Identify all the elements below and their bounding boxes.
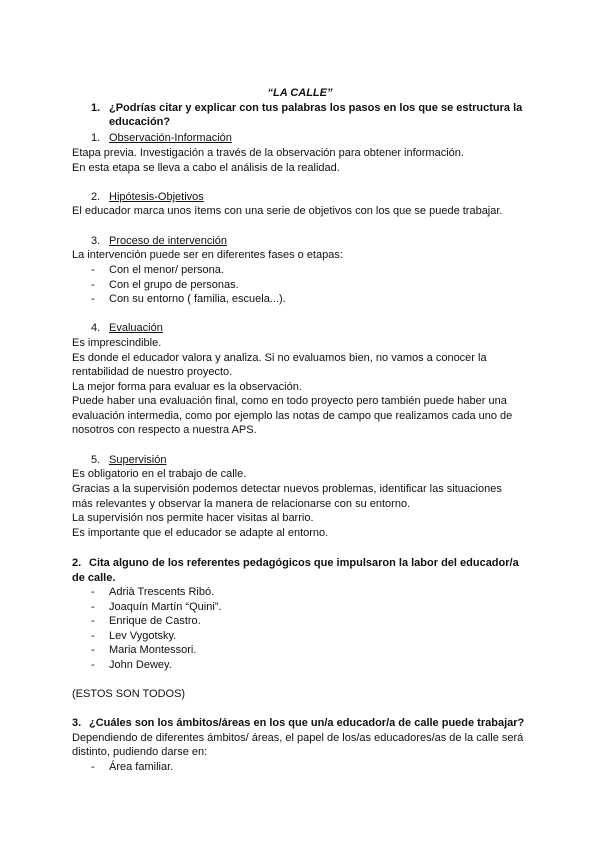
question-2-note: (ESTOS SON TODOS) <box>72 688 186 700</box>
referente-item: Adrià Trescents Ribó. <box>109 586 215 598</box>
step-5-text-line: La supervisión nos permite hacer visitas al barrio. <box>72 512 314 524</box>
referente-item: Enrique de Castro. <box>109 615 201 627</box>
bullet-dash: - <box>91 761 95 773</box>
question-3-line-1: ¿Cuáles son los ámbitos/áreas en los que un/a educador/a de calle puede trabajar? <box>89 717 525 729</box>
step-3-bullet: Con el grupo de personas. <box>109 279 239 291</box>
step-1-number: 1. <box>91 132 101 144</box>
step-5-text-line: Es obligatorio en el trabajo de calle. <box>72 468 247 480</box>
step-3-bullet: Con el menor/ persona. <box>109 264 224 276</box>
question-1-number: 1. <box>91 102 101 114</box>
bullet-dash: - <box>91 293 95 305</box>
question-1-line-1: ¿Podrías citar y explicar con tus palabras los pasos en los que se estructura la <box>109 102 523 114</box>
bullet-dash: - <box>91 659 95 671</box>
bullet-dash: - <box>91 586 95 598</box>
bullet-dash: - <box>91 279 95 291</box>
question-2-number: 2. <box>72 557 82 569</box>
step-4-text-line: La mejor forma para evaluar es la observación. <box>72 381 302 393</box>
step-1-text-line: Etapa previa. Investigación a través de la observación para obtener información. <box>72 147 464 159</box>
referente-item: Maria Montessori. <box>109 644 197 656</box>
question-3-text-line: distinto, pudiendo darse en: <box>72 746 208 758</box>
step-1-heading: Observación-Información <box>109 132 232 144</box>
step-4-number: 4. <box>91 322 101 334</box>
bullet-dash: - <box>91 615 95 627</box>
step-5-heading: Supervisión <box>109 454 167 466</box>
referente-item: Joaquín Martín “Quini”. <box>109 601 222 613</box>
step-2-number: 2. <box>91 191 101 203</box>
step-4-text-line: Es donde el educador valora y analiza. Si no evaluamos bien, no vamos a conocer la <box>72 352 487 364</box>
step-1-text-line: En esta etapa se lleva a cabo el análisis de la realidad. <box>72 162 340 174</box>
bullet-dash: - <box>91 644 95 656</box>
document-title: “LA CALLE” <box>267 87 333 99</box>
step-2-heading: Hipótesis-Objetivos <box>109 191 204 203</box>
referente-item: Lev Vygotsky. <box>109 630 177 642</box>
step-4-text-line: evaluación intermedia, como por ejemplo las notas de campo que realizamos cada uno de <box>72 410 513 422</box>
step-3-heading: Proceso de intervención <box>109 235 228 247</box>
step-5-text-line: más relevantes y observar la manera de relacionarse con su entorno. <box>72 498 411 510</box>
step-3-number: 3. <box>91 235 101 247</box>
step-5-text-line: Gracias a la supervisión podemos detectar nuevos problemas, identificar las situaciones <box>72 483 502 495</box>
bullet-dash: - <box>91 264 95 276</box>
referente-item: John Dewey. <box>109 659 172 671</box>
question-1-line-2: educación? <box>109 116 171 128</box>
ambito-item: Área familiar. <box>109 761 174 773</box>
question-2-line-2: de calle. <box>72 572 116 584</box>
step-5-number: 5. <box>91 454 101 466</box>
step-4-text-line: Es imprescindible. <box>72 337 162 349</box>
step-4-text-line: nosotros con respecto a nuestra APS. <box>72 424 257 436</box>
step-4-heading: Evaluación <box>109 322 163 334</box>
bullet-dash: - <box>91 601 95 613</box>
question-3-text-line: Dependiendo de diferentes ámbitos/ áreas, el papel de los/as educadores/as de la calle será <box>72 732 524 744</box>
step-4-text-line: Puede haber una evaluación final, como en todo proyecto pero también puede haber una <box>72 395 507 407</box>
step-3-bullet: Con su entorno ( familia, escuela...). <box>109 293 286 305</box>
step-5-text-line: Es importante que el educador se adapte al entorno. <box>72 527 329 539</box>
question-2-line-1: Cita alguno de los referentes pedagógicos que impulsaron la labor del educador/a <box>89 557 519 569</box>
bullet-dash: - <box>91 630 95 642</box>
step-2-text-line: El educador marca unos ítems con una serie de objetivos con los que se puede trabajar. <box>72 205 503 217</box>
question-3-number: 3. <box>72 717 82 729</box>
step-4-text-line: rentabilidad de nuestro proyecto. <box>72 366 233 378</box>
step-3-text-line: La intervención puede ser en diferentes fases o etapas: <box>72 249 343 261</box>
